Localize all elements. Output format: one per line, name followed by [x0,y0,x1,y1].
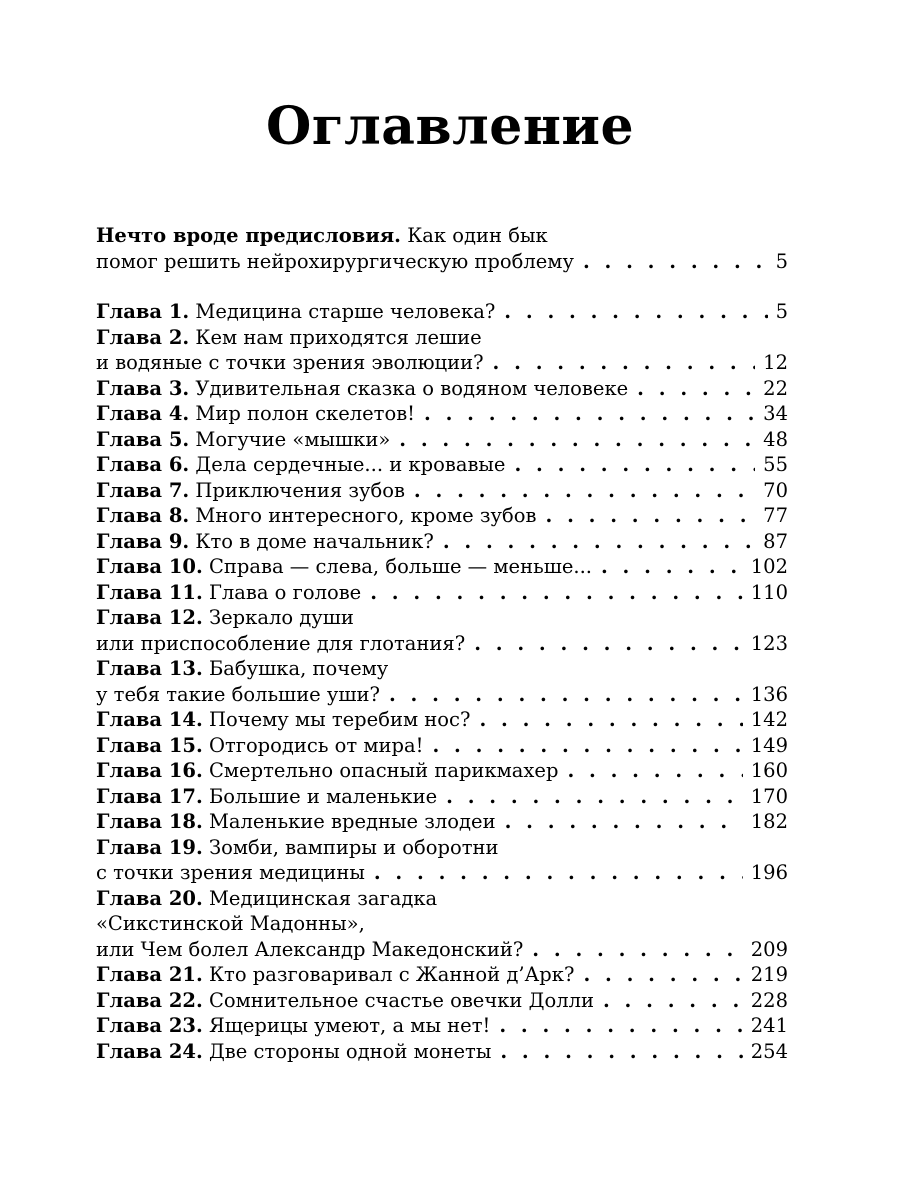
toc-line-text [96,427,390,453]
toc-entry-label: Нечто вроде предисловия. [96,224,401,247]
toc-entry-line [96,656,788,682]
toc-line-text [96,809,496,835]
toc-line-text [96,326,482,349]
toc-page-number: 136 [750,682,788,706]
toc-entry-title-text: Приключения зубов [195,478,405,502]
toc-page-number: 209 [750,937,788,961]
toc-entry-title-text: Глава о голове [208,580,362,604]
toc-page-number: 160 [750,759,788,782]
toc-entry-title-text: Ящерицы умеют, а мы нет! [208,1014,491,1037]
dot-leader [399,427,755,453]
toc-entry-title-text: Кем нам приходятся лешие [195,325,482,349]
toc-entry-label: Глава 15. [96,733,203,757]
toc-page-number: 70 [763,478,788,502]
toc-entry-label: Глава 16. [96,759,203,782]
toc-entry-label: Глава 14. [96,708,203,731]
toc-entry-last-line [96,554,788,580]
toc-entry-label: Глава 8. [96,504,190,527]
toc-line-text [96,733,423,759]
toc-line-text [96,836,499,859]
toc-entry-line [96,835,788,861]
toc-entry-last-line [96,631,788,657]
toc-page-number: 55 [763,453,788,476]
toc-entry-title-text: Кто в доме начальник? [195,529,434,553]
dot-leader [601,554,743,580]
toc-entry-label: Глава 20. [96,886,203,910]
toc-entry-last-line [96,1039,788,1065]
toc-entry [96,733,788,759]
toc-line-text [96,376,628,402]
toc-entry [96,299,788,325]
dot-leader [432,733,742,759]
toc-entry [96,784,788,810]
toc-page-number: 5 [775,300,788,323]
dot-leader [499,1013,742,1039]
toc-page-number: 182 [750,810,788,833]
toc-entry [96,580,788,606]
toc-line-text [96,478,405,504]
toc-page-number: 142 [750,708,788,731]
toc-entry-label: Глава 5. [96,427,190,451]
toc-entry-title-text: Две стороны одной монеты [208,1039,492,1063]
toc-entry-last-line [96,580,788,606]
toc-entry-label: Глава 7. [96,478,190,502]
toc-entry [96,809,788,835]
toc-line-text [96,988,594,1014]
toc-entry-label: Глава 24. [96,1039,203,1063]
toc-entry [96,376,788,402]
toc-entry [96,605,788,656]
toc-entry-last-line [96,401,788,427]
toc-entry-line [96,886,788,912]
toc-line-text [96,937,523,963]
toc-entry-title-text: Медицинская загадка [208,886,438,910]
toc-line-text [96,707,470,733]
toc-entry-title-text: или Чем болел Александр Македонский? [96,937,524,961]
dot-leader [474,631,743,657]
toc-entry-last-line [96,452,788,478]
dot-leader [546,503,756,529]
dot-leader [424,401,755,427]
page-title: Оглавление [265,96,635,157]
toc-entry-title-text: Отгородись от мира! [208,733,424,757]
toc-entry-title-text: Много интересного, кроме зубов [195,504,537,527]
toc-entry-label: Глава 18. [96,810,203,833]
toc-entry [96,452,788,478]
toc-line-text [96,401,415,427]
toc-entry [96,223,788,274]
toc-entry-title-text: или приспособление для глотания? [96,631,466,655]
toc-entry-line [96,325,788,351]
toc-entry-label: Глава 13. [96,657,203,680]
toc-entry-label: Глава 3. [96,376,190,400]
toc-entry-last-line [96,529,788,555]
toc-entry-title-text: Могучие «мышки» [195,427,391,451]
dot-leader [493,350,756,376]
toc-entry [96,478,788,504]
toc-page-number: 102 [750,555,788,578]
toc-entry-title-text: Медицина старше человека? [195,300,496,323]
toc-entry-title-text: и водяные с точки зрения эволюции? [96,351,484,374]
dot-leader [583,249,768,275]
toc-entry-last-line [96,962,788,988]
toc-entry-last-line [96,860,788,886]
toc-entry-title-text: у тебя такие большие уши? [96,682,380,706]
toc-entry-title-text: Смертельно опасный парикмахер [208,759,559,782]
toc-entry-last-line [96,1013,788,1039]
toc-page-number: 5 [775,249,788,273]
toc-page-number: 149 [750,733,788,757]
toc-entry-title-text: Удивительная сказка о водяном человеке [195,376,629,400]
toc-line-text [96,657,388,680]
toc-page-number: 22 [763,376,788,400]
toc-entry [96,427,788,453]
toc-entry-title-text: с точки зрения медицины [96,861,365,884]
toc-entry-title-text: помог решить нейрохирургическую проблему [96,249,574,273]
toc-entry-title-text: Зомби, вампиры и оборотни [208,835,499,859]
toc-entry-title-text: «Сикстинской Мадонны», [96,912,365,935]
toc-line-text [96,784,437,810]
toc-entry-label: Глава 10. [96,555,203,578]
dot-leader [637,376,755,402]
toc-entry-label: Глава 12. [96,606,203,629]
toc-entry-last-line [96,299,788,325]
toc-entry-title-text: Дела сердечные... и кровавые [195,453,506,476]
toc-entry [96,962,788,988]
dot-leader [504,299,767,325]
toc-entry-label: Глава 1. [96,300,190,323]
dot-leader [583,962,742,988]
toc-entry-label: Глава 2. [96,325,190,349]
toc-line-text [96,249,574,275]
toc-line-text [96,758,558,784]
toc-line-text [96,962,574,988]
dot-leader [567,758,742,784]
toc-line-text [96,1013,490,1039]
toc-entry-last-line [96,350,788,376]
toc-entry-last-line [96,503,788,529]
toc-line-text [96,580,361,606]
toc-page-number: 34 [763,402,788,425]
toc-entry-last-line [96,733,788,759]
toc-page-number: 12 [763,351,788,374]
toc-line-text [96,631,465,657]
toc-entry [96,503,788,529]
toc-page-number: 219 [750,963,788,986]
toc-entry-last-line [96,988,788,1014]
toc-line-text [96,299,495,325]
dot-leader [374,860,743,886]
toc-page-number: 110 [750,580,788,604]
toc-entry-line [96,911,788,937]
toc-entry-line [96,605,788,631]
toc-entry [96,656,788,707]
toc-line-text [96,529,434,555]
toc-entry-title-text: Как один бык [407,224,548,247]
toc-entry-label: Глава 17. [96,784,203,808]
toc-entry-label: Глава 22. [96,988,203,1012]
dot-leader [414,478,755,504]
toc-page-number: 228 [750,988,788,1012]
toc-entry-last-line [96,707,788,733]
toc-entry-title-text: Маленькие вредные злодеи [208,810,496,833]
toc-entry-last-line [96,809,788,835]
toc-line-text [96,682,380,708]
dot-leader [370,580,743,606]
dot-leader [446,784,743,810]
toc-line-text [96,606,354,629]
toc-entry-title-text: Сомнительное счастье овечки Долли [208,988,594,1012]
toc-entry-title-text: Мир полон скелетов! [195,402,416,425]
toc-entry-last-line [96,376,788,402]
dot-leader [389,682,743,708]
toc-line-text [96,452,505,478]
toc-entry [96,529,788,555]
toc-entry-last-line [96,427,788,453]
dot-leader [500,1039,742,1065]
toc-entry-last-line [96,784,788,810]
toc-entry-last-line [96,478,788,504]
toc-line-text [96,912,365,935]
toc-entry-title-text: Бабушка, почему [208,657,389,680]
toc-entry-last-line [96,937,788,963]
toc-entry-last-line [96,758,788,784]
toc-entry-title-text: Справа — слева, больше — меньше... [208,555,592,578]
toc-entry [96,835,788,886]
toc-page-number: 87 [763,529,788,553]
toc-entry-line [96,223,788,249]
toc-entry-last-line [96,249,788,275]
toc-page-number: 196 [750,861,788,884]
dot-leader [603,988,743,1014]
toc-entry [96,758,788,784]
toc-entry [96,401,788,427]
dot-leader [479,707,742,733]
toc-page-number: 48 [763,427,788,451]
toc-entry-title-text: Кто разговаривал с Жанной д’Арк? [208,963,575,986]
toc-entry [96,1039,788,1065]
toc-entry-label: Глава 21. [96,963,203,986]
toc-line-text [96,350,484,376]
toc-entry-label: Глава 19. [96,835,203,859]
dot-leader [532,937,742,963]
toc-line-text [96,860,365,886]
toc-page-number: 241 [750,1014,788,1037]
toc-entry-label: Глава 23. [96,1014,203,1037]
toc-entry [96,325,788,376]
toc-line-text [96,503,537,529]
toc-entry [96,554,788,580]
toc-entry [96,1013,788,1039]
table-of-contents [96,223,788,1064]
toc-page-number: 123 [750,631,788,655]
toc-entry-last-line [96,682,788,708]
toc-entry-title-text: Зеркало души [208,606,354,629]
toc-line-text [96,887,437,910]
toc-line-text [96,224,548,247]
dot-leader [514,452,755,478]
dot-leader [443,529,755,555]
toc-entry [96,886,788,963]
toc-page-number: 254 [750,1039,788,1063]
toc-entry-label: Глава 4. [96,402,190,425]
toc-line-text [96,1039,491,1065]
toc-entry-label: Глава 9. [96,529,190,553]
toc-entry-title-text: Большие и маленькие [208,784,438,808]
toc-entry [96,988,788,1014]
toc-entry-label: Глава 6. [96,453,190,476]
toc-entry [96,707,788,733]
dot-leader [505,809,743,835]
toc-entry-title-text: Почему мы теребим нос? [208,708,471,731]
toc-page-number: 77 [763,504,788,527]
toc-entry-label: Глава 11. [96,580,203,604]
toc-page-number: 170 [750,784,788,808]
toc-line-text [96,554,592,580]
